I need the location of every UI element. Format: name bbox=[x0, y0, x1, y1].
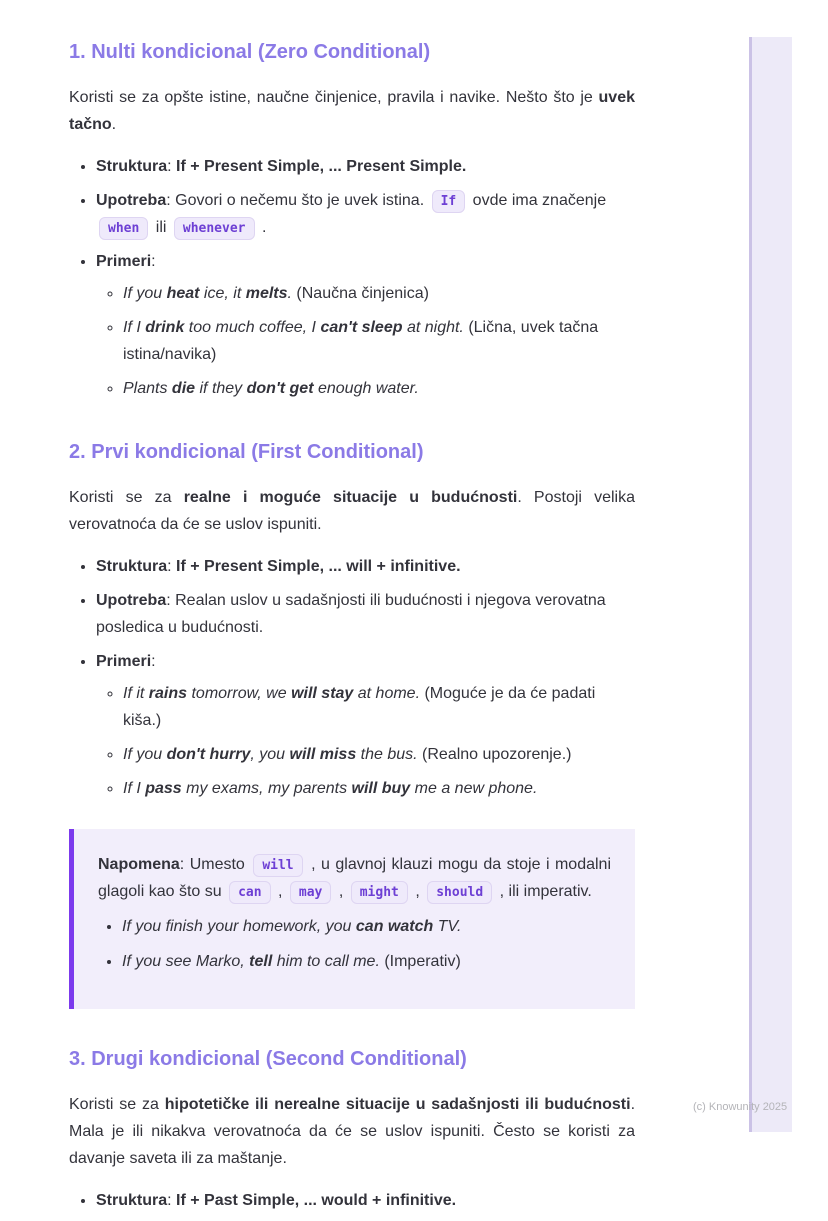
note-examples-list bbox=[98, 913, 611, 975]
code-badge: can bbox=[229, 881, 270, 904]
code-badge: will bbox=[253, 854, 302, 877]
code-badge: might bbox=[351, 881, 408, 904]
section-heading: 2. Prvi kondicional (First Conditional) bbox=[69, 441, 424, 463]
section-bullet-list bbox=[69, 153, 635, 402]
list-item-struktura: • Struktura: If + Present Simple, ... Present Simple. bbox=[96, 153, 635, 180]
page-edge-band bbox=[749, 37, 792, 1132]
example-item: ◦ If I drink too much coffee, I can't sleep at night. (Lična, uvek tačna istina/navika) bbox=[123, 314, 635, 368]
section-heading: 3. Drugi kondicional (Second Conditional) bbox=[69, 1048, 467, 1070]
note-text: Napomena: Umesto will , u glavnoj klauzi mogu da stoje i modalni glagoli kao što su can , may , might , should , ili imperativ. bbox=[98, 851, 611, 905]
list-item-primeri bbox=[96, 248, 635, 402]
section-zero-conditional bbox=[69, 40, 635, 402]
list-item-struktura: • Struktura: If + Present Simple, ... will + infinitive. bbox=[96, 553, 635, 580]
section-intro-paragraph: Koristi se za realne i moguće situacije u budućnosti. Postoji velika verovatnoća da će se uslov ispuniti. bbox=[69, 489, 636, 533]
section-bullet-list bbox=[69, 553, 635, 802]
example-item: ◦ If you don't hurry, you will miss the bus. (Realno upozorenje.) bbox=[123, 741, 635, 768]
primeri-label: Primeri: bbox=[96, 253, 156, 270]
section-bullet-list bbox=[69, 1187, 635, 1214]
document-content bbox=[69, 40, 635, 1221]
examples-list bbox=[96, 680, 635, 802]
note-example-item: • If you see Marko, tell him to call me. (Imperativ) bbox=[122, 948, 611, 975]
code-badge: If bbox=[432, 190, 466, 213]
note-example-item: • If you finish your homework, you can watch TV. bbox=[122, 913, 611, 940]
example-item: ◦ If I pass my exams, my parents will buy me a new phone. bbox=[123, 775, 635, 802]
section-heading: 1. Nulti kondicional (Zero Conditional) bbox=[69, 41, 431, 63]
list-item-upotreba: • Upotreba: Realan uslov u sadašnjosti ili budućnosti i njegova verovatna posledica u budućnosti. bbox=[96, 587, 635, 641]
list-item-struktura: • Struktura: If + Past Simple, ... would + infinitive. bbox=[96, 1187, 635, 1214]
list-item-primeri bbox=[96, 648, 635, 802]
example-item: ◦ Plants die if they don't get enough water. bbox=[123, 375, 635, 402]
code-badge: when bbox=[99, 217, 148, 240]
example-item: ◦ If you heat ice, it melts. (Naučna činjenica) bbox=[123, 280, 635, 307]
code-badge: may bbox=[290, 881, 331, 904]
section-intro-paragraph: Koristi se za hipotetičke ili nerealne situacije u sadašnjosti ili budućnosti. Mala je ili nikakva verovatnoća da će se uslov ispuniti. Često se koristi za davanje saveta ili za maštanje. bbox=[69, 1096, 636, 1167]
note-callout-box bbox=[69, 829, 635, 1009]
example-item: ◦ If it rains tomorrow, we will stay at home. (Moguće je da će padati kiša.) bbox=[123, 680, 635, 734]
section-second-conditional bbox=[69, 1047, 635, 1214]
examples-list bbox=[96, 280, 635, 402]
footer-credit: (c) Knowunity 2025 bbox=[693, 1101, 788, 1113]
list-item-upotreba: • Upotreba: Govori o nečemu što je uvek istina. If ovde ima značenje when ili whenever . bbox=[96, 187, 635, 241]
section-intro-paragraph: Koristi se za opšte istine, naučne činjenice, pravila i navike. Nešto što je uvek tačno. bbox=[69, 89, 635, 133]
code-badge: whenever bbox=[174, 217, 255, 240]
section-first-conditional bbox=[69, 440, 635, 1009]
primeri-label: Primeri: bbox=[96, 653, 156, 670]
code-badge: should bbox=[427, 881, 492, 904]
